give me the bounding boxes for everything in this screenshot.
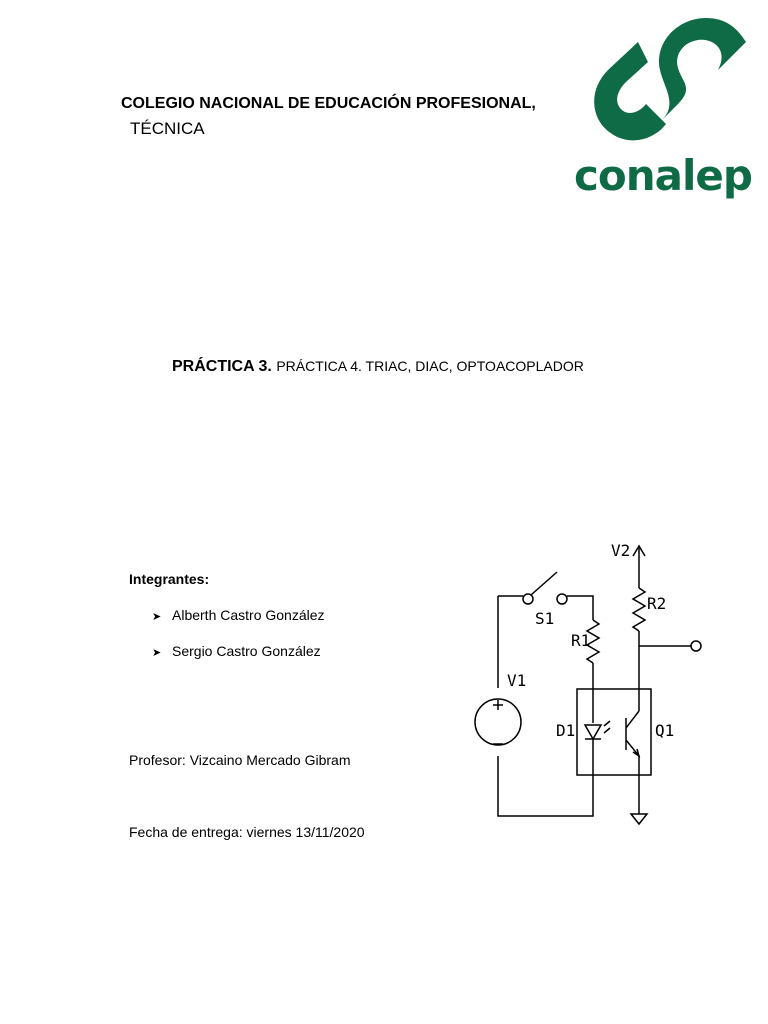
member-name: Alberth Castro González bbox=[172, 607, 325, 623]
wire bbox=[498, 746, 593, 816]
label-s1: S1 bbox=[535, 609, 555, 628]
optocoupler-circuit-diagram bbox=[465, 528, 715, 828]
label-q1: Q1 bbox=[655, 721, 675, 740]
label-d1: D1 bbox=[556, 721, 576, 740]
ground-icon bbox=[631, 814, 647, 824]
member-item bbox=[152, 643, 321, 659]
label-v1: V1 bbox=[507, 671, 527, 690]
logo-wordmark: conalep bbox=[574, 151, 752, 200]
institution-name-line2: TÉCNICA bbox=[130, 119, 205, 138]
optocoupler-package bbox=[577, 689, 651, 775]
practice-title bbox=[172, 358, 584, 376]
delivery-date: Fecha de entrega: viernes 13/11/2020 bbox=[129, 824, 365, 840]
member-name: Sergio Castro González bbox=[172, 643, 321, 659]
label-v2: V2 bbox=[611, 541, 631, 560]
members-heading: Integrantes: bbox=[129, 571, 210, 587]
institution-name: COLEGIO NACIONAL DE EDUCACIÓN PROFESIONAL, bbox=[121, 95, 536, 112]
switch-contact bbox=[557, 594, 567, 604]
label-r2: R2 bbox=[647, 594, 667, 613]
conalep-logo bbox=[568, 12, 758, 202]
resistor-r2 bbox=[633, 588, 645, 631]
switch-lever bbox=[531, 572, 557, 595]
practice-label: PRÁCTICA 3. bbox=[172, 358, 272, 375]
teacher-line: Profesor: Vizcaino Mercado Gibram bbox=[129, 752, 351, 768]
practice-subject: PRÁCTICA 4. TRIAC, DIAC, OPTOACOPLADOR bbox=[276, 358, 584, 374]
output-terminal bbox=[691, 641, 701, 651]
member-item bbox=[152, 607, 325, 623]
arrow-bullet-icon: ➤ bbox=[152, 611, 162, 623]
arrow-bullet-icon: ➤ bbox=[152, 647, 162, 659]
led-d1 bbox=[585, 725, 601, 739]
wire bbox=[567, 596, 593, 620]
label-r1: R1 bbox=[571, 631, 591, 650]
